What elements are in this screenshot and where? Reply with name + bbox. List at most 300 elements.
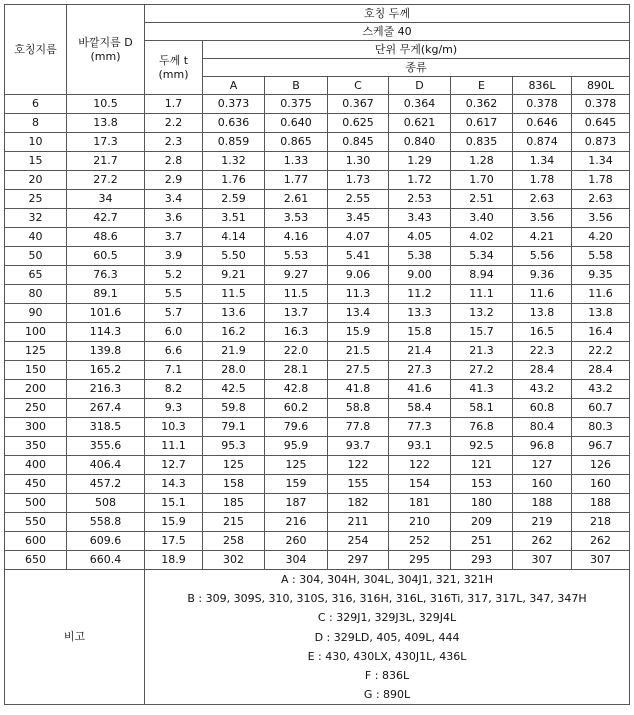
weight-cell: 21.9 [203, 342, 265, 361]
weight-cell: 4.21 [513, 228, 572, 247]
weight-cell: 1.73 [328, 171, 389, 190]
header-outer-diameter [67, 5, 145, 95]
table-row [5, 323, 630, 342]
weight-cell: 9.06 [328, 266, 389, 285]
weight-cell: 5.50 [203, 247, 265, 266]
weight-cell: 1.72 [389, 171, 451, 190]
weight-cell: 13.8 [572, 304, 630, 323]
thickness-cell: 15.1 [145, 494, 203, 513]
weight-cell: 42.8 [265, 380, 328, 399]
outer-diameter-cell: 42.7 [67, 209, 145, 228]
weight-cell: 77.3 [389, 418, 451, 437]
weight-cell: 209 [451, 513, 513, 532]
weight-cell: 13.4 [328, 304, 389, 323]
weight-cell: 181 [389, 494, 451, 513]
weight-cell: 21.4 [389, 342, 451, 361]
weight-cell: 0.640 [265, 114, 328, 133]
outer-diameter-cell: 216.3 [67, 380, 145, 399]
weight-cell: 1.33 [265, 152, 328, 171]
weight-cell: 3.53 [265, 209, 328, 228]
outer-diameter-cell: 17.3 [67, 133, 145, 152]
table-row [5, 95, 630, 114]
nominal-size-cell: 50 [5, 247, 67, 266]
weight-cell: 59.8 [203, 399, 265, 418]
weight-cell: 307 [572, 551, 630, 570]
weight-cell: 22.0 [265, 342, 328, 361]
weight-cell: 302 [203, 551, 265, 570]
outer-diameter-cell: 27.2 [67, 171, 145, 190]
header-outer-diameter-label: 바깥지름 D [78, 35, 133, 49]
weight-cell: 211 [328, 513, 389, 532]
weight-cell: 5.58 [572, 247, 630, 266]
thickness-cell: 11.1 [145, 437, 203, 456]
weight-cell: 1.78 [513, 171, 572, 190]
weight-cell: 160 [572, 475, 630, 494]
outer-diameter-cell: 457.2 [67, 475, 145, 494]
outer-diameter-cell: 13.8 [67, 114, 145, 133]
outer-diameter-cell: 660.4 [67, 551, 145, 570]
weight-cell: 58.1 [451, 399, 513, 418]
weight-cell: 41.3 [451, 380, 513, 399]
outer-diameter-cell: 10.5 [67, 95, 145, 114]
weight-cell: 93.1 [389, 437, 451, 456]
weight-cell: 21.5 [328, 342, 389, 361]
weight-cell: 188 [513, 494, 572, 513]
table-row [5, 551, 630, 570]
outer-diameter-cell: 139.8 [67, 342, 145, 361]
weight-cell: 27.3 [389, 361, 451, 380]
weight-cell: 0.865 [265, 133, 328, 152]
weight-cell: 22.3 [513, 342, 572, 361]
weight-cell: 2.59 [203, 190, 265, 209]
weight-cell: 95.3 [203, 437, 265, 456]
weight-cell: 5.38 [389, 247, 451, 266]
weight-cell: 0.845 [328, 133, 389, 152]
weight-cell: 187 [265, 494, 328, 513]
weight-cell: 304 [265, 551, 328, 570]
weight-cell: 1.30 [328, 152, 389, 171]
weight-cell: 307 [513, 551, 572, 570]
weight-cell: 16.4 [572, 323, 630, 342]
weight-cell: 260 [265, 532, 328, 551]
nominal-size-cell: 20 [5, 171, 67, 190]
note-line: C : 329J1, 329J3L, 329J4L [317, 611, 457, 625]
weight-cell: 11.5 [203, 285, 265, 304]
table-row [5, 171, 630, 190]
nominal-size-cell: 250 [5, 399, 67, 418]
table-row [5, 437, 630, 456]
weight-cell: 0.840 [389, 133, 451, 152]
table-row [5, 494, 630, 513]
header-type-a: A [203, 77, 265, 95]
header-unit-weight: 단위 무게(kg/m) [203, 41, 630, 59]
table-row [5, 513, 630, 532]
weight-cell: 43.2 [572, 380, 630, 399]
weight-cell: 9.35 [572, 266, 630, 285]
note-line: A : 304, 304H, 304L, 304J1, 321, 321H [280, 573, 494, 586]
nominal-size-cell: 90 [5, 304, 67, 323]
weight-cell: 76.8 [451, 418, 513, 437]
thickness-cell: 1.7 [145, 95, 203, 114]
weight-cell: 252 [389, 532, 451, 551]
weight-cell: 182 [328, 494, 389, 513]
weight-cell: 13.3 [389, 304, 451, 323]
table-row [5, 418, 630, 437]
weight-cell: 60.8 [513, 399, 572, 418]
weight-cell: 159 [265, 475, 328, 494]
nominal-size-cell: 8 [5, 114, 67, 133]
weight-cell: 0.378 [572, 95, 630, 114]
weight-cell: 0.625 [328, 114, 389, 133]
weight-cell: 16.2 [203, 323, 265, 342]
table-row [5, 247, 630, 266]
weight-cell: 1.70 [451, 171, 513, 190]
weight-cell: 295 [389, 551, 451, 570]
nominal-size-cell: 100 [5, 323, 67, 342]
nominal-size-cell: 25 [5, 190, 67, 209]
weight-cell: 58.4 [389, 399, 451, 418]
weight-cell: 27.2 [451, 361, 513, 380]
nominal-size-cell: 500 [5, 494, 67, 513]
thickness-cell: 5.7 [145, 304, 203, 323]
header-type-836l: 836L [513, 77, 572, 95]
weight-cell: 210 [389, 513, 451, 532]
thickness-cell: 12.7 [145, 456, 203, 475]
weight-cell: 77.8 [328, 418, 389, 437]
weight-cell: 258 [203, 532, 265, 551]
weight-cell: 1.34 [572, 152, 630, 171]
nominal-size-cell: 15 [5, 152, 67, 171]
weight-cell: 15.7 [451, 323, 513, 342]
weight-cell: 9.00 [389, 266, 451, 285]
weight-cell: 4.14 [203, 228, 265, 247]
weight-cell: 155 [328, 475, 389, 494]
weight-cell: 22.2 [572, 342, 630, 361]
thickness-cell: 3.4 [145, 190, 203, 209]
outer-diameter-cell: 609.6 [67, 532, 145, 551]
weight-cell: 0.874 [513, 133, 572, 152]
weight-cell: 13.7 [265, 304, 328, 323]
weight-cell: 1.29 [389, 152, 451, 171]
weight-cell: 2.63 [513, 190, 572, 209]
table-row [5, 532, 630, 551]
thickness-cell: 3.6 [145, 209, 203, 228]
weight-cell: 125 [203, 456, 265, 475]
weight-cell: 1.77 [265, 171, 328, 190]
weight-cell: 0.621 [389, 114, 451, 133]
weight-cell: 0.362 [451, 95, 513, 114]
note-line: B : 309, 309S, 310, 310S, 316, 316H, 316L, 316Ti, 317, 317L, 347, 347H [187, 592, 587, 606]
table-row [5, 209, 630, 228]
weight-cell: 28.4 [513, 361, 572, 380]
weight-cell: 0.636 [203, 114, 265, 133]
weight-cell: 219 [513, 513, 572, 532]
header-type-c: C [328, 77, 389, 95]
weight-cell: 80.3 [572, 418, 630, 437]
weight-cell: 3.56 [513, 209, 572, 228]
thickness-cell: 2.9 [145, 171, 203, 190]
weight-cell: 154 [389, 475, 451, 494]
weight-cell: 41.6 [389, 380, 451, 399]
weight-cell: 188 [572, 494, 630, 513]
header-thickness [145, 41, 203, 95]
weight-cell: 9.21 [203, 266, 265, 285]
note-line: D : 329LD, 405, 409L, 444 [314, 630, 460, 644]
weight-cell: 1.28 [451, 152, 513, 171]
weight-cell: 3.56 [572, 209, 630, 228]
thickness-cell: 2.2 [145, 114, 203, 133]
weight-cell: 3.43 [389, 209, 451, 228]
thickness-cell: 2.3 [145, 133, 203, 152]
weight-cell: 2.51 [451, 190, 513, 209]
header-kind: 종류 [203, 59, 630, 77]
weight-cell: 42.5 [203, 380, 265, 399]
header-thickness-label: 두께 t [158, 53, 189, 67]
weight-cell: 262 [572, 532, 630, 551]
weight-cell: 2.55 [328, 190, 389, 209]
weight-cell: 96.7 [572, 437, 630, 456]
weight-cell: 2.61 [265, 190, 328, 209]
weight-cell: 96.8 [513, 437, 572, 456]
thickness-cell: 8.2 [145, 380, 203, 399]
weight-cell: 1.34 [513, 152, 572, 171]
weight-cell: 13.6 [203, 304, 265, 323]
thickness-cell: 17.5 [145, 532, 203, 551]
thickness-cell: 14.3 [145, 475, 203, 494]
table-row [5, 152, 630, 171]
nominal-size-cell: 80 [5, 285, 67, 304]
table-row [5, 342, 630, 361]
header-type-e: E [451, 77, 513, 95]
weight-cell: 0.364 [389, 95, 451, 114]
thickness-cell: 7.1 [145, 361, 203, 380]
weight-cell: 9.36 [513, 266, 572, 285]
weight-cell: 60.7 [572, 399, 630, 418]
weight-cell: 79.6 [265, 418, 328, 437]
weight-cell: 2.53 [389, 190, 451, 209]
nominal-size-cell: 150 [5, 361, 67, 380]
thickness-cell: 2.8 [145, 152, 203, 171]
notes-content [145, 570, 630, 705]
weight-cell: 0.873 [572, 133, 630, 152]
weight-cell: 0.835 [451, 133, 513, 152]
weight-cell: 2.63 [572, 190, 630, 209]
weight-cell: 4.16 [265, 228, 328, 247]
weight-cell: 1.76 [203, 171, 265, 190]
weight-cell: 11.6 [572, 285, 630, 304]
header-type-b: B [265, 77, 328, 95]
weight-cell: 1.78 [572, 171, 630, 190]
outer-diameter-cell: 60.5 [67, 247, 145, 266]
weight-cell: 1.32 [203, 152, 265, 171]
weight-cell: 5.34 [451, 247, 513, 266]
note-line: F : 836L [364, 668, 410, 682]
weight-cell: 0.375 [265, 95, 328, 114]
nominal-size-cell: 125 [5, 342, 67, 361]
nominal-size-cell: 40 [5, 228, 67, 247]
thickness-cell: 15.9 [145, 513, 203, 532]
outer-diameter-cell: 406.4 [67, 456, 145, 475]
weight-cell: 27.5 [328, 361, 389, 380]
outer-diameter-cell: 508 [67, 494, 145, 513]
outer-diameter-cell: 48.6 [67, 228, 145, 247]
table-row [5, 380, 630, 399]
table-row [5, 475, 630, 494]
nominal-size-cell: 300 [5, 418, 67, 437]
weight-cell: 28.1 [265, 361, 328, 380]
weight-cell: 11.5 [265, 285, 328, 304]
table-row [5, 190, 630, 209]
weight-cell: 28.0 [203, 361, 265, 380]
weight-cell: 215 [203, 513, 265, 532]
table-row [5, 285, 630, 304]
weight-cell: 3.40 [451, 209, 513, 228]
weight-cell: 9.27 [265, 266, 328, 285]
note-line: G : 890L [363, 688, 411, 702]
nominal-size-cell: 65 [5, 266, 67, 285]
weight-cell: 180 [451, 494, 513, 513]
header-type-d: D [389, 77, 451, 95]
weight-cell: 21.3 [451, 342, 513, 361]
nominal-size-cell: 6 [5, 95, 67, 114]
nominal-size-cell: 550 [5, 513, 67, 532]
nominal-size-cell: 450 [5, 475, 67, 494]
nominal-size-cell: 350 [5, 437, 67, 456]
weight-cell: 251 [451, 532, 513, 551]
nominal-size-cell: 650 [5, 551, 67, 570]
outer-diameter-cell: 34 [67, 190, 145, 209]
table-row [5, 133, 630, 152]
table-row [5, 304, 630, 323]
weight-cell: 79.1 [203, 418, 265, 437]
thickness-cell: 6.0 [145, 323, 203, 342]
table-row [5, 228, 630, 247]
outer-diameter-cell: 101.6 [67, 304, 145, 323]
weight-cell: 15.8 [389, 323, 451, 342]
outer-diameter-cell: 21.7 [67, 152, 145, 171]
outer-diameter-cell: 267.4 [67, 399, 145, 418]
thickness-cell: 3.9 [145, 247, 203, 266]
weight-cell: 122 [389, 456, 451, 475]
outer-diameter-cell: 558.8 [67, 513, 145, 532]
weight-cell: 216 [265, 513, 328, 532]
weight-cell: 16.3 [265, 323, 328, 342]
weight-cell: 16.5 [513, 323, 572, 342]
weight-cell: 125 [265, 456, 328, 475]
table-row [5, 361, 630, 380]
nominal-size-cell: 400 [5, 456, 67, 475]
weight-cell: 15.9 [328, 323, 389, 342]
weight-cell: 0.859 [203, 133, 265, 152]
weight-cell: 4.20 [572, 228, 630, 247]
thickness-cell: 18.9 [145, 551, 203, 570]
weight-cell: 13.8 [513, 304, 572, 323]
weight-cell: 160 [513, 475, 572, 494]
table-row [5, 399, 630, 418]
weight-cell: 28.4 [572, 361, 630, 380]
weight-cell: 158 [203, 475, 265, 494]
weight-cell: 3.51 [203, 209, 265, 228]
pipe-weight-table [4, 4, 630, 705]
weight-cell: 95.9 [265, 437, 328, 456]
outer-diameter-cell: 318.5 [67, 418, 145, 437]
weight-cell: 0.617 [451, 114, 513, 133]
outer-diameter-cell: 76.3 [67, 266, 145, 285]
weight-cell: 121 [451, 456, 513, 475]
weight-cell: 43.2 [513, 380, 572, 399]
weight-cell: 4.07 [328, 228, 389, 247]
weight-cell: 127 [513, 456, 572, 475]
outer-diameter-cell: 355.6 [67, 437, 145, 456]
note-line: E : 430, 430LX, 430J1L, 436L [307, 649, 467, 663]
header-nominal-size: 호칭지름 [5, 5, 67, 95]
header-thickness-title: 호칭 두께 [145, 5, 630, 23]
weight-cell: 218 [572, 513, 630, 532]
weight-cell: 122 [328, 456, 389, 475]
weight-cell: 0.646 [513, 114, 572, 133]
thickness-cell: 6.6 [145, 342, 203, 361]
weight-cell: 11.3 [328, 285, 389, 304]
weight-cell: 11.1 [451, 285, 513, 304]
header-schedule: 스케줄 40 [145, 23, 630, 41]
thickness-cell: 10.3 [145, 418, 203, 437]
thickness-cell: 9.3 [145, 399, 203, 418]
weight-cell: 297 [328, 551, 389, 570]
header-type-890l: 890L [572, 77, 630, 95]
outer-diameter-cell: 165.2 [67, 361, 145, 380]
header-outer-diameter-unit: (mm) [90, 49, 121, 63]
weight-cell: 254 [328, 532, 389, 551]
weight-cell: 5.41 [328, 247, 389, 266]
weight-cell: 92.5 [451, 437, 513, 456]
weight-cell: 0.367 [328, 95, 389, 114]
header-thickness-unit: (mm) [158, 67, 189, 81]
weight-cell: 0.645 [572, 114, 630, 133]
table-row [5, 456, 630, 475]
thickness-cell: 5.2 [145, 266, 203, 285]
weight-cell: 153 [451, 475, 513, 494]
weight-cell: 60.2 [265, 399, 328, 418]
weight-cell: 5.53 [265, 247, 328, 266]
weight-cell: 126 [572, 456, 630, 475]
weight-cell: 13.2 [451, 304, 513, 323]
table-row [5, 114, 630, 133]
weight-cell: 41.8 [328, 380, 389, 399]
table-row [5, 266, 630, 285]
weight-cell: 4.02 [451, 228, 513, 247]
notes-label: 비고 [5, 570, 145, 705]
nominal-size-cell: 32 [5, 209, 67, 228]
thickness-cell: 3.7 [145, 228, 203, 247]
weight-cell: 4.05 [389, 228, 451, 247]
nominal-size-cell: 10 [5, 133, 67, 152]
weight-cell: 0.378 [513, 95, 572, 114]
weight-cell: 80.4 [513, 418, 572, 437]
weight-cell: 11.2 [389, 285, 451, 304]
weight-cell: 0.373 [203, 95, 265, 114]
weight-cell: 5.56 [513, 247, 572, 266]
weight-cell: 185 [203, 494, 265, 513]
weight-cell: 3.45 [328, 209, 389, 228]
weight-cell: 11.6 [513, 285, 572, 304]
weight-cell: 262 [513, 532, 572, 551]
weight-cell: 293 [451, 551, 513, 570]
nominal-size-cell: 200 [5, 380, 67, 399]
weight-cell: 8.94 [451, 266, 513, 285]
outer-diameter-cell: 89.1 [67, 285, 145, 304]
weight-cell: 93.7 [328, 437, 389, 456]
outer-diameter-cell: 114.3 [67, 323, 145, 342]
